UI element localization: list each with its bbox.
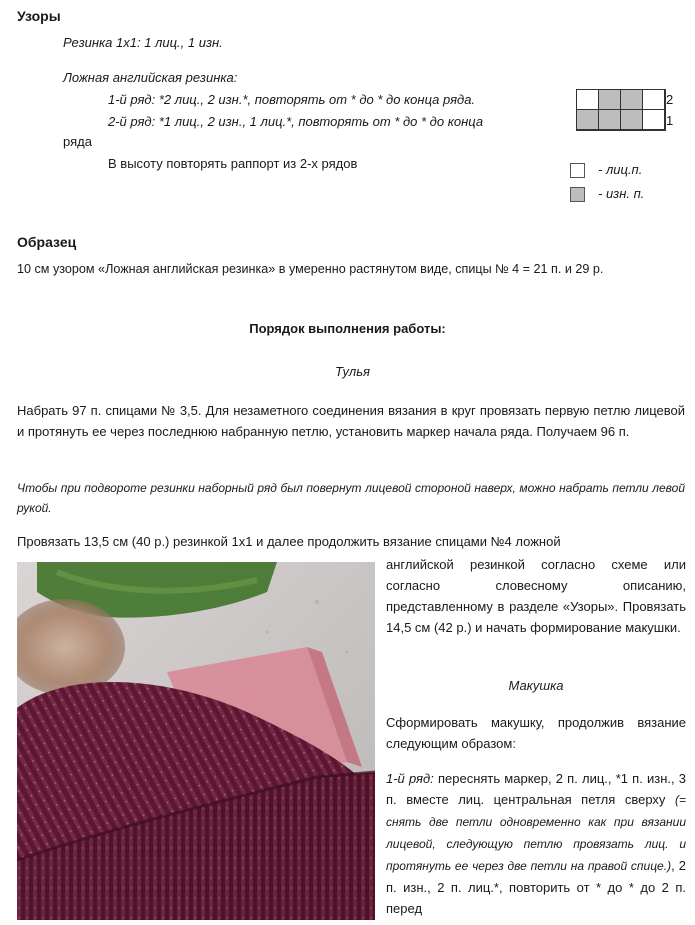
chart-cell-purl bbox=[621, 110, 643, 130]
procedure-heading: Порядок выполнения работы: bbox=[249, 321, 446, 336]
crown-row-1-end: , 2 п. изн., 2 п. лиц.*, повторить от * до * до 2 п. перед bbox=[386, 858, 686, 916]
legend-purl-label: - изн. п. bbox=[598, 186, 645, 201]
chart-cell-knit bbox=[643, 90, 665, 110]
legend-knit-label: - лиц.п. bbox=[598, 162, 643, 177]
chart-cell-knit bbox=[577, 90, 599, 110]
sample-text: 10 см узором «Ложная английская резинка» в умеренно растянутом виде, спицы № 4 = 21 п. и 29 р. bbox=[17, 262, 604, 276]
crown-row-1 bbox=[386, 768, 686, 919]
pattern-row-1: 1-й ряд: *2 лиц., 2 изн.*, повторять от * до * до конца ряда. bbox=[108, 92, 476, 107]
chart-cell-purl bbox=[621, 90, 643, 110]
crown-row-1-text: переснять маркер, 2 п. лиц., *1 п. изн., 3 п. вместе лиц. центральная петля сверху bbox=[386, 771, 686, 807]
tulle-note: Чтобы при подвороте резинки наборный ряд был повернут лицевой стороной наверх, можно набрать петли левой рукой. bbox=[17, 481, 685, 515]
hat-photo bbox=[17, 562, 375, 920]
repeat-note: В высоту повторять раппорт из 2-х рядов bbox=[108, 156, 358, 171]
tulle-text: Набрать 97 п. спицами № 3,5. Для незаметного соединения вязания в круг провязать первую петлю лицевой и протянуть ее через последнюю набранную петлю, установить маркер начала ряда. Получаем 96 п. bbox=[17, 403, 685, 439]
crown-row-1-label: 1-й ряд: bbox=[386, 771, 434, 786]
pattern-row-2-cont: ряда bbox=[63, 134, 92, 149]
legend-knit-swatch bbox=[570, 163, 585, 178]
knit-continuation: английской резинкой согласно схеме или согласно словесному описанию, представленному в разделе «Узоры». Провязать 14,5 см (42 р.) и начать формирование макушки. bbox=[386, 557, 686, 635]
rib-1x1-line: Резинка 1х1: 1 лиц., 1 изн. bbox=[63, 35, 223, 50]
legend-purl-swatch bbox=[570, 187, 585, 202]
stitch-chart bbox=[576, 89, 666, 131]
chart-cell-knit bbox=[643, 110, 665, 130]
pattern-row-2: 2-й ряд: *1 лиц., 2 изн., 1 лиц.*, повторять от * до * до конца bbox=[108, 114, 484, 129]
crown-title: Макушка bbox=[508, 678, 564, 693]
chart-row-label-2: 2 bbox=[666, 92, 674, 107]
crown-text: Сформировать макушку, продолжив вязание следующим образом: bbox=[386, 715, 686, 751]
chart-row-label-1: 1 bbox=[666, 113, 674, 128]
knit-line: Провязать 13,5 см (40 р.) резинкой 1х1 и далее продолжить вязание спицами №4 ложной bbox=[17, 534, 561, 549]
chart-cell-purl bbox=[599, 90, 621, 110]
sample-heading: Образец bbox=[17, 234, 77, 250]
crown-row-1-note: (= снять две петли одновременно как при вязании лицевой, следующую петлю провязать лиц. и протянуть ее через две петли на правой спице.) bbox=[386, 793, 686, 873]
tulle-title: Тулья bbox=[335, 364, 370, 379]
chart-cell-purl bbox=[599, 110, 621, 130]
chart-cell-purl bbox=[577, 110, 599, 130]
patterns-heading: Узоры bbox=[17, 8, 61, 24]
false-rib-title: Ложная английская резинка: bbox=[63, 70, 238, 85]
